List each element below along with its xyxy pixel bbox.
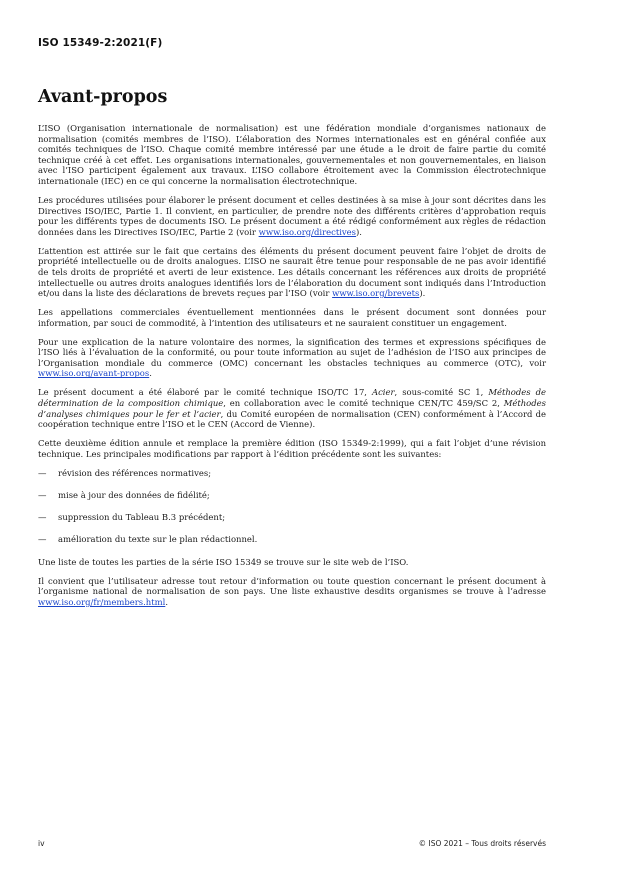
change-item-text: révision des références normatives;: [58, 467, 212, 478]
paragraph-committee: [38, 387, 546, 429]
paragraph-edition: Cette deuxième édition annule et remplace la première édition (ISO 15349-2:1999), qui a fait l’objet d’une révision technique. Les principales modifications par rapport à l’édition précédente sont les suivantes:: [38, 438, 546, 459]
page-title: Avant-propos: [38, 87, 168, 107]
change-list-item: [38, 468, 546, 479]
dash-marker: —: [38, 467, 47, 478]
paragraph-voluntary-nature-text: Pour une explication de la nature volontaire des normes, la signification des termes et expressions spécifiques de l’ISO liés à l’évaluation de la conformité, ou pour toute information au sujet de l’adhésion de l’ISO aux principes de l’Organisation mondiale du commerce (OMC) concernant les obstacles techniques au commerce (OTC), voir: [38, 336, 546, 368]
document-id-header: ISO 15349-2:2021(F): [38, 37, 163, 49]
foreword-body: [38, 123, 546, 616]
paragraph-patents-end: ).: [419, 288, 426, 299]
change-item-text: amélioration du texte sur le plan rédactionnel.: [58, 534, 258, 545]
dash-marker: —: [38, 512, 47, 523]
page-number: iv: [38, 839, 45, 848]
paragraph-patents-text: L’attention est attirée sur le fait que certains des éléments du présent document peuvent faire l’objet de droits de propriété intellectuelle ou de droits analogues. L’ISO ne saurait être tenue pour responsable de ne pas avoir identifié de tels droits de propriété et averti de leur existence. Les détails concernant les références aux droits de propriété intellectuelle ou autres droits analogues identifiés lors de l’élaboration du document sont indiqués dans l’Introduction et/ou dans la liste des déclarations de brevets reçues par l’ISO (voir: [38, 245, 546, 299]
paragraph-iso-intro: L’ISO (Organisation internationale de normalisation) est une fédération mondiale d’organismes nationaux de normalisation (comités membres de l’ISO). L’élaboration des Normes internationales est en général confiée aux comités techniques de l’ISO. Chaque comité membre intéressé par une étude a le droit de faire partie du comité technique créé à cet effet. Les organisations internationales, gouvernementales et non gouvernementales, en liaison avec l’ISO participent également aux travaux. L’ISO collabore étroitement avec la Commission électrotechnique internationale (IEC) en ce qui concerne la normalisation électrotechnique.: [38, 123, 546, 186]
committee-sc1-title: Méthodes de détermination de la composition chimique: [38, 387, 546, 409]
directives-link[interactable]: www.iso.org/directives: [258, 226, 357, 237]
committee-text-c: , sous-comité SC 1,: [394, 387, 489, 398]
copyright-notice: © ISO 2021 – Tous droits réservés: [418, 839, 546, 848]
paragraph-feedback-text: Il convient que l’utilisateur adresse tout retour d’information ou toute question concernant le présent document à l’organisme national de normalisation de son pays. Une liste exhaustive desdits organismes se trouve à l’adresse: [38, 575, 546, 597]
paragraph-procedures-text: Les procédures utilisées pour élaborer le présent document et celles destinées à sa mise à jour sont décrites dans les Directives ISO/IEC, Partie 1. Il convient, en particulier, de prendre note des différents critères d’approbation requis pour les différents types de documents ISO. Le présent document a été rédigé conformément aux règles de rédaction données dans les Directives ISO/IEC, Partie 2 (voir: [38, 194, 546, 237]
dash-marker: —: [38, 534, 47, 545]
paragraph-voluntary-nature: [38, 337, 546, 379]
members-link[interactable]: www.iso.org/fr/members.html: [38, 596, 166, 607]
change-item-text: mise à jour des données de fidélité;: [58, 489, 210, 500]
committee-text-g: , du Comité européen de normalisation (CEN) conformément à l’Accord de coopération technique entre l’ISO et le CEN (Accord de Vienne).: [38, 408, 547, 430]
patents-link[interactable]: www.iso.org/brevets: [332, 288, 420, 299]
paragraph-series-list: Une liste de toutes les parties de la série ISO 15349 se trouve sur le site web de l’ISO.: [38, 556, 409, 567]
paragraph-feedback: [38, 576, 546, 608]
paragraph-procedures: [38, 195, 546, 237]
paragraph-voluntary-nature-end: .: [149, 368, 152, 379]
committee-acier: Acier: [371, 387, 395, 398]
committee-text-a: Le présent document a été élaboré par le comité technique ISO/TC 17,: [38, 387, 372, 398]
change-list-item: [38, 490, 546, 501]
paragraph-trade-names: Les appellations commerciales éventuellement mentionnées dans le présent document sont données pour information, par souci de commodité, à l’intention des utilisateurs et ne sauraient constituer un engagement.: [38, 307, 546, 328]
change-list-item: [38, 512, 546, 523]
change-item-text: suppression du Tableau B.3 précédent;: [58, 512, 226, 523]
paragraph-procedures-end: ).: [356, 226, 362, 237]
committee-text-e: , en collaboration avec le comité technique CEN/TC 459/SC 2,: [223, 398, 504, 409]
foreword-link[interactable]: www.iso.org/avant-propos: [38, 368, 150, 379]
paragraph-feedback-end: .: [165, 596, 168, 607]
paragraph-patents: [38, 246, 546, 299]
dash-marker: —: [38, 489, 47, 500]
change-list-item: [38, 534, 546, 545]
committee-sc2-title: Méthodes d’analyses chimiques pour le fer et l’acier: [38, 398, 546, 419]
